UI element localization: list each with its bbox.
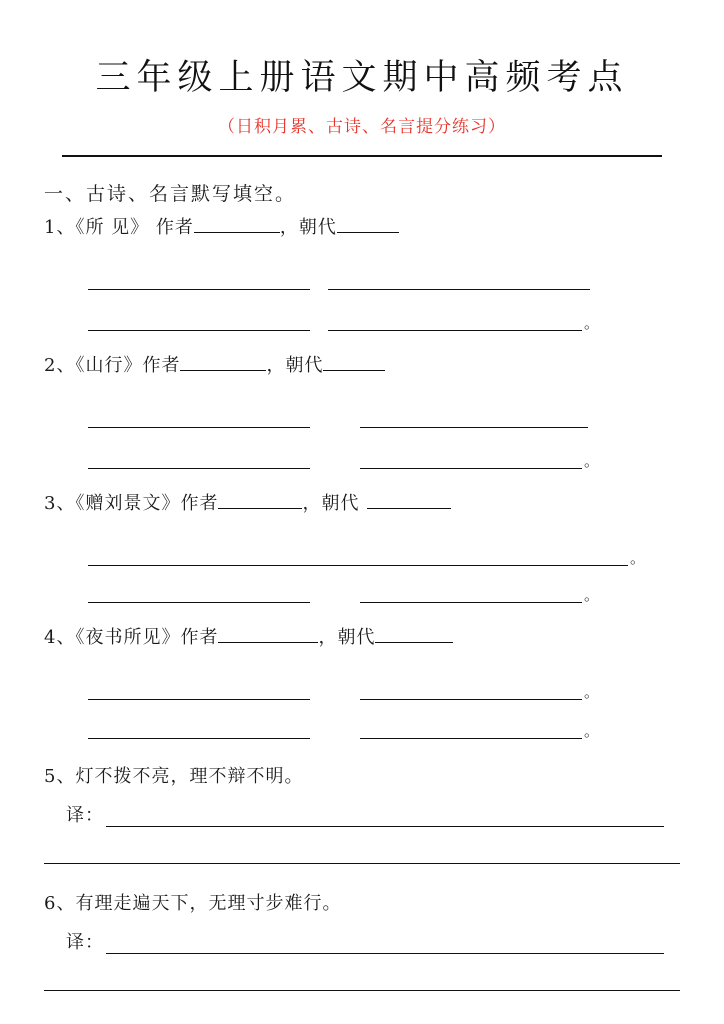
- question-4-answer-row-1: [44, 677, 680, 700]
- saying-6-translate-row-3: [44, 1003, 680, 1024]
- question-4-number: 4、: [44, 627, 76, 648]
- question-1-answer-row-2: [44, 308, 680, 331]
- question-2-number: 2、: [44, 355, 76, 376]
- answer-blank[interactable]: [328, 267, 590, 290]
- saying-6-text: 有理走遍天下，无理寸步难行。: [75, 893, 342, 914]
- question-3-number: 3、: [44, 493, 76, 514]
- period-mark: 。: [630, 549, 646, 567]
- answer-blank[interactable]: [88, 716, 310, 739]
- question-1-answer-row-1: [44, 267, 680, 290]
- question-2-answer-row-1: [44, 405, 680, 428]
- question-3-answer-row-1: [44, 543, 680, 566]
- period-mark: 。: [584, 722, 600, 740]
- question-3-author-label: 作者: [180, 493, 219, 514]
- period-mark: 。: [584, 683, 600, 701]
- saying-5-translate-row: [44, 801, 680, 827]
- question-1-author-blank[interactable]: [194, 212, 280, 233]
- page-title: 三年级上册语文期中高频考点: [95, 58, 629, 98]
- translate-blank[interactable]: [44, 966, 680, 991]
- saying-6-translate-row-2: [44, 966, 680, 991]
- question-3-author-blank[interactable]: [218, 488, 302, 509]
- translate-label: 译：: [66, 805, 104, 826]
- translate-label: 译：: [66, 932, 104, 953]
- answer-blank[interactable]: [360, 446, 582, 469]
- question-3-title: 《赠刘景文》: [75, 493, 181, 514]
- saying-5-number: 5、: [44, 766, 76, 787]
- question-2-author-label: 作者: [142, 355, 181, 376]
- period-mark: 。: [584, 586, 600, 604]
- period-mark: 。: [584, 314, 600, 332]
- translate-blank[interactable]: [44, 1003, 680, 1024]
- question-2-comma: ，: [266, 355, 286, 376]
- question-4-title: 《夜书所见》: [75, 627, 181, 648]
- question-1-comma: ，: [279, 217, 299, 238]
- question-3-dynasty-label: 朝代: [321, 493, 360, 514]
- answer-blank[interactable]: [360, 716, 582, 739]
- page-subtitle: （日积月累、古诗、名言提分练习）: [218, 117, 506, 137]
- question-2-author-blank[interactable]: [180, 350, 266, 371]
- translate-blank[interactable]: [106, 802, 664, 827]
- question-2-answer-row-2: [44, 446, 680, 469]
- answer-blank[interactable]: [88, 267, 310, 290]
- question-1: [44, 211, 680, 245]
- question-2-title: 《山行》: [75, 355, 143, 376]
- translate-blank[interactable]: [106, 929, 664, 954]
- question-4-answer-row-2: [44, 716, 680, 739]
- question-3: [44, 487, 680, 521]
- question-1-title: 《所 见》: [75, 217, 150, 238]
- worksheet-content: [0, 179, 724, 1024]
- saying-6-translate-row: [44, 928, 680, 954]
- question-3-dynasty-blank[interactable]: [367, 488, 451, 509]
- period-mark: 。: [584, 452, 600, 470]
- question-2: [44, 349, 680, 383]
- saying-5-translate-row-2: [44, 839, 680, 864]
- answer-blank[interactable]: [88, 446, 310, 469]
- saying-5: [44, 761, 680, 793]
- saying-6: [44, 888, 680, 920]
- question-1-dynasty-label: 朝代: [298, 217, 337, 238]
- question-4-comma: ，: [318, 627, 338, 648]
- translate-blank[interactable]: [44, 839, 680, 864]
- question-1-author-label: 作者: [155, 217, 194, 238]
- answer-blank[interactable]: [360, 677, 582, 700]
- answer-blank[interactable]: [88, 580, 310, 603]
- saying-6-number: 6、: [44, 893, 76, 914]
- question-4: [44, 621, 680, 655]
- answer-blank[interactable]: [88, 308, 310, 331]
- answer-blank[interactable]: [360, 580, 582, 603]
- answer-blank[interactable]: [360, 405, 588, 428]
- title-divider: [62, 155, 662, 157]
- question-4-author-label: 作者: [180, 627, 219, 648]
- saying-5-text: 灯不拨不亮，理不辩不明。: [75, 766, 304, 787]
- question-2-dynasty-label: 朝代: [285, 355, 324, 376]
- answer-blank[interactable]: [88, 543, 628, 566]
- question-3-comma: ，: [302, 493, 322, 514]
- question-4-dynasty-label: 朝代: [337, 627, 376, 648]
- question-4-author-blank[interactable]: [218, 622, 318, 643]
- question-1-number: 1、: [44, 217, 76, 238]
- question-3-answer-row-2: [44, 580, 680, 603]
- section-one-heading: 一、古诗、名言默写填空。: [44, 183, 297, 205]
- answer-blank[interactable]: [328, 308, 582, 331]
- answer-blank[interactable]: [88, 677, 310, 700]
- answer-blank[interactable]: [88, 405, 310, 428]
- question-2-dynasty-blank[interactable]: [323, 350, 385, 371]
- question-4-dynasty-blank[interactable]: [375, 622, 453, 643]
- question-1-dynasty-blank[interactable]: [337, 212, 399, 233]
